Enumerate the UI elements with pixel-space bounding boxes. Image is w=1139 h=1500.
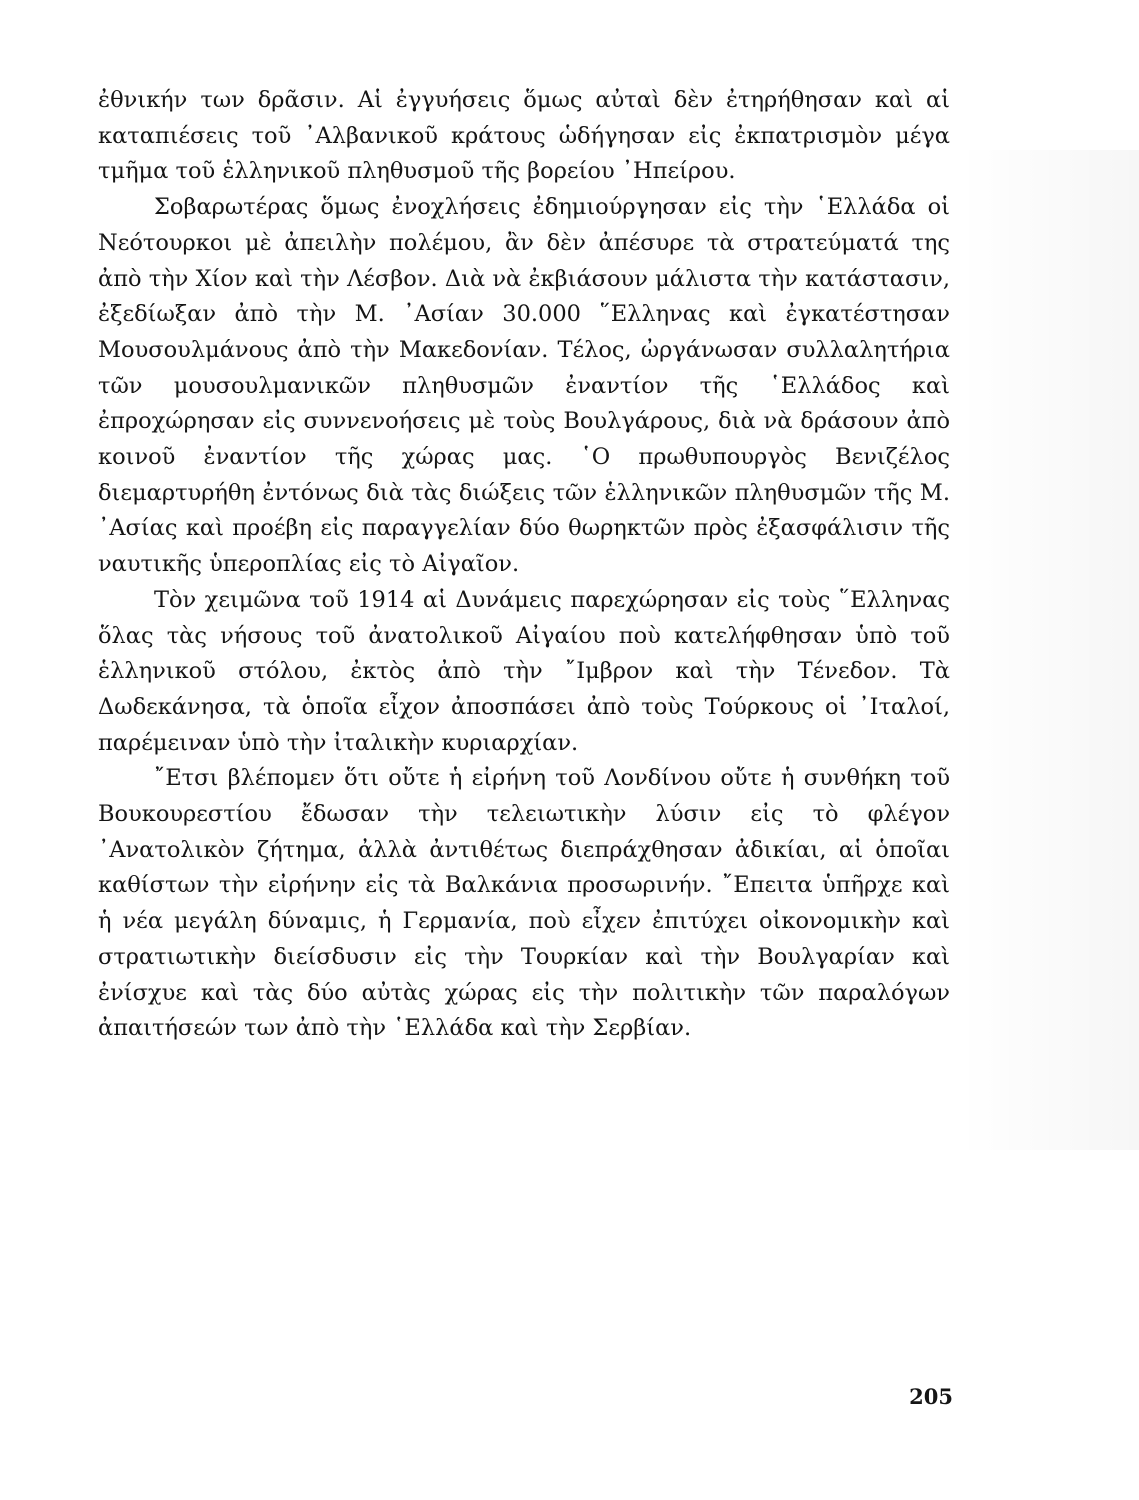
page-number: 205 (909, 1384, 953, 1409)
paragraph-2: Σοβαρωτέρας ὅμως ἐνοχλήσεις ἐδημιούργησαν εἰς τὴν ῾Ελλάδα οἱ Νεότουρκοι μὲ ἀπειλὴν πολέμου, ἂν δὲν ἀπέσυρε τὰ στρατεύματά της ἀπὸ τὴν Χίον καὶ τὴν Λέσβον. Διὰ νὰ ἐκβιάσουν μάλιστα τὴν κατάστασιν, ἐξεδίωξαν ἀπὸ τὴν Μ. ᾿Ασίαν 30.000 ῞Ελληνας καὶ ἐγκατέστησαν Μουσουλμάνους ἀπὸ τὴν Μακεδονίαν. Τέλος, ὠργάνωσαν συλλαλητήρια τῶν μουσουλμανικῶν πληθυσμῶν ἐναντίον τῆς ῾Ελλάδος καὶ ἐπροχώρησαν εἰς συννενοήσεις μὲ τοὺς Βουλγάρους, διὰ νὰ δράσουν ἀπὸ κοινοῦ ἐναντίον τῆς χώρας μας. ῾Ο πρωθυπουργὸς Βενιζέλος διεμαρτυρήθη ἐντόνως διὰ τὰς διώξεις τῶν ἑλληνικῶν πληθυσμῶν τῆς Μ. ᾿Ασίας καὶ προέβη εἰς παραγγελίαν δύο θωρηκτῶν πρὸς ἐξασφάλισιν τῆς ναυτικῆς ὑπεροπλίας εἰς τὸ Αἰγαῖον. (98, 194, 950, 578)
paragraph-1: ἐθνικήν των δρᾶσιν. Αἱ ἐγγυήσεις ὅμως αὐταὶ δὲν ἐτηρήθησαν καὶ αἱ καταπιέσεις τοῦ ᾿Αλβανικοῦ κράτους ὡδήγησαν εἰς ἐκπατρισμὸν μέγα τμῆμα τοῦ ἑλληνικοῦ πληθυσμοῦ τῆς βορείου ᾿Ηπείρου. (98, 87, 950, 185)
body-text (98, 83, 950, 1047)
paragraph-4: ῎Ετσι βλέπομεν ὅτι οὔτε ἡ εἰρήνη τοῦ Λονδίνου οὔτε ἡ συνθήκη τοῦ Βουκουρεστίου ἔδωσαν τὴν τελειωτικὴν λύσιν εἰς τὸ φλέγον ᾿Ανατολικὸν ζήτημα, ἀλλὰ ἀντιθέτως διεπράχθησαν ἀδικίαι, αἱ ὁποῖαι καθίστων τὴν εἰρήνην εἰς τὰ Βαλκάνια προσωρινήν. ῎Επειτα ὑπῆρχε καὶ ἡ νέα μεγάλη δύναμις, ἡ Γερμανία, ποὺ εἶχεν ἐπιτύχει οἰκονομικὴν καὶ στρατιωτικὴν διείσδυσιν εἰς τὴν Τουρκίαν καὶ τὴν Βουλγαρίαν καὶ ἐνίσχυε καὶ τὰς δύο αὐτὰς χώρας εἰς τὴν πολιτικὴν τῶν παραλόγων ἀπαιτήσεών των ἀπὸ τὴν ῾Ελλάδα καὶ τὴν Σερβίαν. (98, 765, 950, 1042)
paragraph-3: Τὸν χειμῶνα τοῦ 1914 αἱ Δυνάμεις παρεχώρησαν εἰς τοὺς ῞Ελληνας ὅλας τὰς νήσους τοῦ ἀνατολικοῦ Αἰγαίου ποὺ κατελήφθησαν ὑπὸ τοῦ ἑλληνικοῦ στόλου, ἐκτὸς ἀπὸ τὴν ῎Ιμβρον καὶ τὴν Τένεδον. Τὰ Δωδεκάνησα, τὰ ὁποῖα εἶχον ἀποσπάσει ἀπὸ τοὺς Τούρκους οἱ ᾿Ιταλοί, παρέμειναν ὑπὸ τὴν ἰταλικὴν κυριαρχίαν. (98, 586, 950, 756)
reverse-side-show-through (959, 150, 1139, 1150)
